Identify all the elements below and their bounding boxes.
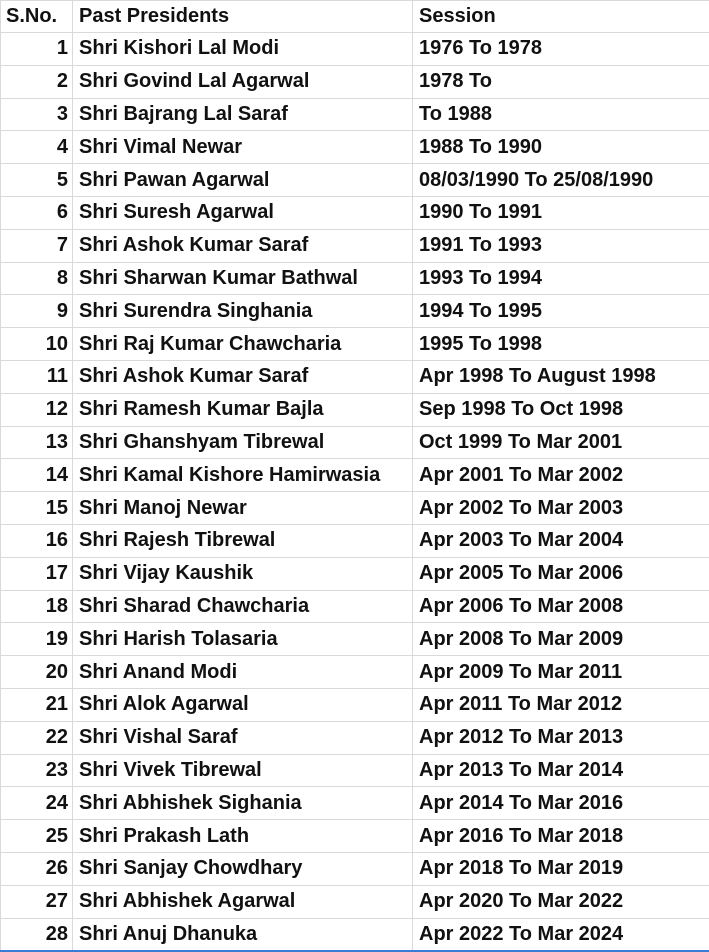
table-row: [1, 852, 709, 885]
table-row: [1, 623, 709, 656]
sno-cell[interactable]: 12: [1, 393, 73, 426]
sno-cell[interactable]: 2: [1, 65, 73, 98]
session-cell[interactable]: 1994 To 1995: [413, 295, 709, 328]
president-name-cell[interactable]: Shri Abhishek Sighania: [73, 787, 413, 820]
session-cell[interactable]: 1976 To 1978: [413, 33, 709, 66]
president-name-cell[interactable]: Shri Bajrang Lal Saraf: [73, 98, 413, 131]
session-cell[interactable]: Apr 2003 To Mar 2004: [413, 524, 709, 557]
session-cell[interactable]: Apr 2011 To Mar 2012: [413, 688, 709, 721]
president-name-cell[interactable]: Shri Vishal Saraf: [73, 721, 413, 754]
session-cell[interactable]: 1988 To 1990: [413, 131, 709, 164]
session-cell[interactable]: Apr 2013 To Mar 2014: [413, 754, 709, 787]
table-row: [1, 656, 709, 689]
president-name-cell[interactable]: Shri Vijay Kaushik: [73, 557, 413, 590]
session-cell[interactable]: 1978 To: [413, 65, 709, 98]
sno-cell[interactable]: 28: [1, 918, 73, 951]
table-row: [1, 393, 709, 426]
president-name-cell[interactable]: Shri Sharwan Kumar Bathwal: [73, 262, 413, 295]
table-row: [1, 360, 709, 393]
president-name-cell[interactable]: Shri Ashok Kumar Saraf: [73, 229, 413, 262]
president-name-cell[interactable]: Shri Rajesh Tibrewal: [73, 524, 413, 557]
session-cell[interactable]: Apr 2008 To Mar 2009: [413, 623, 709, 656]
table-row: [1, 524, 709, 557]
sno-cell[interactable]: 6: [1, 196, 73, 229]
session-cell[interactable]: Apr 2014 To Mar 2016: [413, 787, 709, 820]
president-name-cell[interactable]: Shri Pawan Agarwal: [73, 164, 413, 197]
sno-cell[interactable]: 7: [1, 229, 73, 262]
sno-cell[interactable]: 14: [1, 459, 73, 492]
sno-cell[interactable]: 5: [1, 164, 73, 197]
table-row: [1, 492, 709, 525]
table-row: [1, 196, 709, 229]
sno-cell[interactable]: 3: [1, 98, 73, 131]
session-cell[interactable]: Apr 1998 To August 1998: [413, 360, 709, 393]
president-name-cell[interactable]: Shri Ramesh Kumar Bajla: [73, 393, 413, 426]
president-name-cell[interactable]: Shri Vivek Tibrewal: [73, 754, 413, 787]
table-row: [1, 131, 709, 164]
sno-cell[interactable]: 19: [1, 623, 73, 656]
president-name-cell[interactable]: Shri Raj Kumar Chawcharia: [73, 328, 413, 361]
header-session[interactable]: Session: [413, 1, 709, 33]
session-cell[interactable]: 1990 To 1991: [413, 196, 709, 229]
table-row: [1, 328, 709, 361]
sno-cell[interactable]: 1: [1, 33, 73, 66]
sno-cell[interactable]: 24: [1, 787, 73, 820]
session-cell[interactable]: Apr 2012 To Mar 2013: [413, 721, 709, 754]
president-name-cell[interactable]: Shri Anand Modi: [73, 656, 413, 689]
sno-cell[interactable]: 8: [1, 262, 73, 295]
sno-cell[interactable]: 13: [1, 426, 73, 459]
table-row: [1, 557, 709, 590]
table-body: [1, 33, 709, 951]
session-cell[interactable]: Apr 2002 To Mar 2003: [413, 492, 709, 525]
header-row: [1, 1, 709, 33]
president-name-cell[interactable]: Shri Alok Agarwal: [73, 688, 413, 721]
table-row: [1, 754, 709, 787]
sno-cell[interactable]: 17: [1, 557, 73, 590]
table-row: [1, 787, 709, 820]
table-row: [1, 426, 709, 459]
sno-cell[interactable]: 25: [1, 820, 73, 853]
session-cell[interactable]: Apr 2001 To Mar 2002: [413, 459, 709, 492]
table-row: [1, 295, 709, 328]
president-name-cell[interactable]: Shri Manoj Newar: [73, 492, 413, 525]
sno-cell[interactable]: 22: [1, 721, 73, 754]
header-sno[interactable]: S.No.: [1, 1, 73, 33]
president-name-cell[interactable]: Shri Abhishek Agarwal: [73, 885, 413, 918]
president-name-cell[interactable]: Shri Anuj Dhanuka: [73, 918, 413, 951]
president-name-cell[interactable]: Shri Sanjay Chowdhary: [73, 852, 413, 885]
president-name-cell[interactable]: Shri Vimal Newar: [73, 131, 413, 164]
table-row: [1, 820, 709, 853]
sno-cell[interactable]: 10: [1, 328, 73, 361]
session-cell[interactable]: Apr 2018 To Mar 2019: [413, 852, 709, 885]
table-row: [1, 918, 709, 951]
sno-cell[interactable]: 27: [1, 885, 73, 918]
sno-cell[interactable]: 16: [1, 524, 73, 557]
president-name-cell[interactable]: Shri Ghanshyam Tibrewal: [73, 426, 413, 459]
session-cell[interactable]: 1995 To 1998: [413, 328, 709, 361]
session-cell[interactable]: Apr 2006 To Mar 2008: [413, 590, 709, 623]
president-name-cell[interactable]: Shri Kishori Lal Modi: [73, 33, 413, 66]
header-past-presidents[interactable]: Past Presidents: [73, 1, 413, 33]
sno-cell[interactable]: 20: [1, 656, 73, 689]
table-row: [1, 229, 709, 262]
sno-cell[interactable]: 15: [1, 492, 73, 525]
session-cell[interactable]: 08/03/1990 To 25/08/1990: [413, 164, 709, 197]
sno-cell[interactable]: 11: [1, 360, 73, 393]
president-name-cell[interactable]: Shri Prakash Lath: [73, 820, 413, 853]
president-name-cell[interactable]: Shri Sharad Chawcharia: [73, 590, 413, 623]
session-cell[interactable]: Apr 2005 To Mar 2006: [413, 557, 709, 590]
president-name-cell[interactable]: Shri Ashok Kumar Saraf: [73, 360, 413, 393]
sno-cell[interactable]: 9: [1, 295, 73, 328]
table-row: [1, 262, 709, 295]
session-cell[interactable]: Apr 2022 To Mar 2024: [413, 918, 709, 951]
sno-cell[interactable]: 4: [1, 131, 73, 164]
table-row: [1, 885, 709, 918]
session-cell[interactable]: Apr 2016 To Mar 2018: [413, 820, 709, 853]
session-cell[interactable]: Oct 1999 To Mar 2001: [413, 426, 709, 459]
president-name-cell[interactable]: Shri Surendra Singhania: [73, 295, 413, 328]
president-name-cell[interactable]: Shri Kamal Kishore Hamirwasia: [73, 459, 413, 492]
table-row: [1, 164, 709, 197]
table-row: [1, 459, 709, 492]
table-row: [1, 98, 709, 131]
sno-cell[interactable]: 18: [1, 590, 73, 623]
president-name-cell[interactable]: Shri Suresh Agarwal: [73, 196, 413, 229]
table-row: [1, 721, 709, 754]
session-cell[interactable]: To 1988: [413, 98, 709, 131]
table-row: [1, 33, 709, 66]
session-cell[interactable]: Sep 1998 To Oct 1998: [413, 393, 709, 426]
table-row: [1, 590, 709, 623]
session-cell[interactable]: Apr 2020 To Mar 2022: [413, 885, 709, 918]
table-row: [1, 688, 709, 721]
sno-cell[interactable]: 21: [1, 688, 73, 721]
session-cell[interactable]: Apr 2009 To Mar 2011: [413, 656, 709, 689]
president-name-cell[interactable]: Shri Govind Lal Agarwal: [73, 65, 413, 98]
president-name-cell[interactable]: Shri Harish Tolasaria: [73, 623, 413, 656]
session-cell[interactable]: 1991 To 1993: [413, 229, 709, 262]
sno-cell[interactable]: 23: [1, 754, 73, 787]
session-cell[interactable]: 1993 To 1994: [413, 262, 709, 295]
table-row: [1, 65, 709, 98]
sno-cell[interactable]: 26: [1, 852, 73, 885]
